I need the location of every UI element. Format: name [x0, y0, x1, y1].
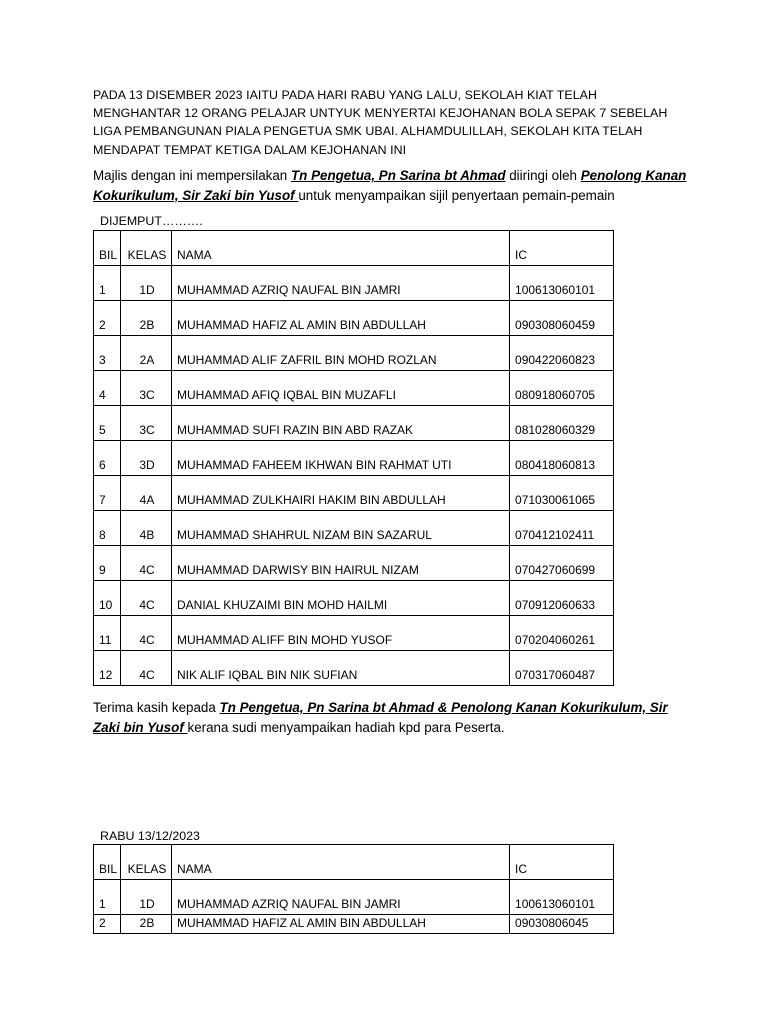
cell-kelas: 4C — [121, 581, 172, 616]
cell-nama: MUHAMMAD ZULKHAIRI HAKIM BIN ABDULLAH — [172, 476, 510, 511]
header-nama: NAMA — [172, 231, 510, 266]
cell-ic: 070427060699 — [510, 546, 614, 581]
cell-ic: 070412102411 — [510, 511, 614, 546]
participants-table-2-body — [94, 880, 614, 934]
cell-bil: 8 — [94, 511, 121, 546]
table-row — [94, 266, 614, 301]
cell-bil: 9 — [94, 546, 121, 581]
invite-text-3: untuk menyampaikan sijil penyertaan pemain-pemain — [298, 187, 615, 203]
cell-nama: MUHAMMAD AZRIQ NAUFAL BIN JAMRI — [172, 880, 510, 915]
participants-table-2 — [93, 844, 614, 934]
header-ic: IC — [510, 845, 614, 880]
thanks-text-1: Terima kasih kepada — [93, 700, 220, 715]
thanks-paragraph — [93, 698, 693, 737]
cell-ic: 09030806045 — [510, 915, 614, 934]
table-row — [94, 511, 614, 546]
cell-bil: 7 — [94, 476, 121, 511]
header-kelas: KELAS — [121, 845, 172, 880]
invite-paragraph — [93, 166, 693, 205]
invite-text-2: diiringi oleh — [505, 168, 581, 183]
cell-ic: 090422060823 — [510, 336, 614, 371]
participants-table — [93, 230, 614, 686]
cell-ic: 100613060101 — [510, 880, 614, 915]
table-row — [94, 476, 614, 511]
cell-ic: 081028060329 — [510, 406, 614, 441]
cell-kelas: 1D — [121, 266, 172, 301]
cell-bil: 6 — [94, 441, 121, 476]
header-bil: BIL — [94, 845, 121, 880]
cell-nama: MUHAMMAD ALIFF BIN MOHD YUSOF — [172, 616, 510, 651]
cell-bil: 1 — [94, 880, 121, 915]
cell-nama: MUHAMMAD AZRIQ NAUFAL BIN JAMRI — [172, 266, 510, 301]
table-header-row — [94, 231, 614, 266]
cell-nama: MUHAMMAD DARWISY BIN HAIRUL NIZAM — [172, 546, 510, 581]
cell-nama: DANIAL KHUZAIMI BIN MOHD HAILMI — [172, 581, 510, 616]
table2-caption: RABU 13/12/2023 — [100, 829, 200, 843]
cell-ic: 070204060261 — [510, 616, 614, 651]
cell-kelas: 2B — [121, 915, 172, 934]
cell-nama: MUHAMMAD ALIF ZAFRIL BIN MOHD ROZLAN — [172, 336, 510, 371]
cell-bil: 12 — [94, 651, 121, 686]
cell-bil: 4 — [94, 371, 121, 406]
cell-kelas: 2B — [121, 301, 172, 336]
cell-kelas: 4B — [121, 511, 172, 546]
table-row — [94, 301, 614, 336]
table-row — [94, 546, 614, 581]
cell-bil: 2 — [94, 915, 121, 934]
cell-kelas: 4C — [121, 616, 172, 651]
cell-ic: 080418060813 — [510, 441, 614, 476]
thanks-text-2: kerana sudi menyampaikan hadiah kpd para Peserta. — [187, 719, 505, 735]
table-row — [94, 616, 614, 651]
invite-highlight-cocurricular: Penolong Kanan Kokurikulum, Sir Zaki bin Yusof — [93, 168, 687, 203]
participants-table-body — [94, 266, 614, 686]
table-header-row — [94, 845, 614, 880]
cell-bil: 11 — [94, 616, 121, 651]
invite-text-1: Majlis dengan ini mempersilakan — [93, 168, 291, 183]
cell-kelas: 3C — [121, 371, 172, 406]
table-row — [94, 581, 614, 616]
table1-caption: DIJEMPUT………. — [100, 214, 203, 228]
cell-kelas: 2A — [121, 336, 172, 371]
cell-kelas: 4C — [121, 546, 172, 581]
cell-nama: MUHAMMAD HAFIZ AL AMIN BIN ABDULLAH — [172, 915, 510, 934]
cell-kelas: 3D — [121, 441, 172, 476]
cell-kelas: 4A — [121, 476, 172, 511]
cell-ic: 080918060705 — [510, 371, 614, 406]
cell-bil: 5 — [94, 406, 121, 441]
header-ic: IC — [510, 231, 614, 266]
cell-ic: 090308060459 — [510, 301, 614, 336]
table-row — [94, 336, 614, 371]
table-row — [94, 915, 614, 934]
cell-nama: MUHAMMAD AFIQ IQBAL BIN MUZAFLI — [172, 371, 510, 406]
cell-nama: MUHAMMAD SUFI RAZIN BIN ABD RAZAK — [172, 406, 510, 441]
cell-ic: 071030061065 — [510, 476, 614, 511]
cell-bil: 10 — [94, 581, 121, 616]
header-nama: NAMA — [172, 845, 510, 880]
table-row — [94, 651, 614, 686]
cell-kelas: 4C — [121, 651, 172, 686]
cell-nama: MUHAMMAD SHAHRUL NIZAM BIN SAZARUL — [172, 511, 510, 546]
cell-bil: 2 — [94, 301, 121, 336]
cell-ic: 100613060101 — [510, 266, 614, 301]
cell-bil: 3 — [94, 336, 121, 371]
header-kelas: KELAS — [121, 231, 172, 266]
cell-kelas: 3C — [121, 406, 172, 441]
cell-bil: 1 — [94, 266, 121, 301]
thanks-highlight: Tn Pengetua, Pn Sarina bt Ahmad & Penolong Kanan Kokurikulum, Sir Zaki bin Yusof — [93, 700, 668, 735]
cell-nama: NIK ALIF IQBAL BIN NIK SUFIAN — [172, 651, 510, 686]
cell-ic: 070912060633 — [510, 581, 614, 616]
header-bil: BIL — [94, 231, 121, 266]
cell-kelas: 1D — [121, 880, 172, 915]
table-row — [94, 371, 614, 406]
table-row — [94, 880, 614, 915]
cell-nama: MUHAMMAD HAFIZ AL AMIN BIN ABDULLAH — [172, 301, 510, 336]
table-row — [94, 406, 614, 441]
invite-highlight-principal: Tn Pengetua, Pn Sarina bt Ahmad — [290, 168, 506, 183]
cell-nama: MUHAMMAD FAHEEM IKHWAN BIN RAHMAT UTI — [172, 441, 510, 476]
intro-paragraph: PADA 13 DISEMBER 2023 IAITU PADA HARI RABU YANG LALU, SEKOLAH KIAT TELAH MENGHANTAR 12 ORANG PELAJAR UNTYUK MENYERTAI KEJOHANAN BOLA SEPAK 7 SEBELAH LIGA PEMBANGUNAN PIALA PENGETUA SMK UBAI. ALHAMDULILLAH, SEKOLAH KITA TELAH MENDAPAT TEMPAT KETIGA DALAM KEJOHANAN INI — [93, 88, 668, 157]
table-row — [94, 441, 614, 476]
cell-ic: 070317060487 — [510, 651, 614, 686]
